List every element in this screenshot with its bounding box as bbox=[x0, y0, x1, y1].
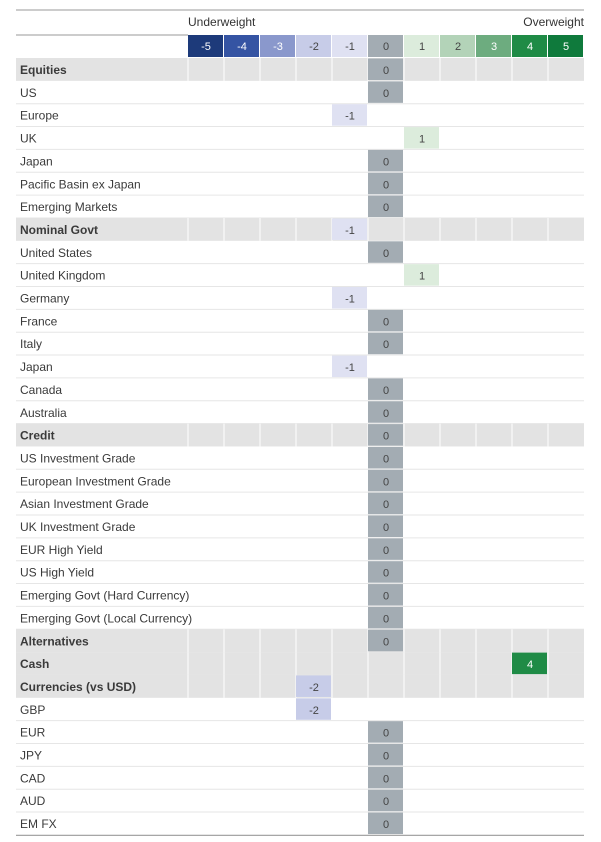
value-label: 0 bbox=[382, 384, 390, 397]
row-label: United States bbox=[20, 245, 93, 260]
row-label: Pacific Basin ex Japan bbox=[20, 177, 141, 192]
value-label: 0 bbox=[382, 179, 390, 192]
table-row bbox=[16, 516, 584, 538]
value-label: 0 bbox=[382, 453, 390, 466]
row-label: UK bbox=[20, 131, 37, 146]
value-label: 0 bbox=[382, 499, 390, 512]
table-row bbox=[16, 584, 584, 606]
scale-label--3: -3 bbox=[273, 41, 283, 53]
row-label: JPY bbox=[20, 748, 43, 763]
row-label: Europe bbox=[20, 108, 59, 123]
value-label: 1 bbox=[418, 270, 426, 283]
value-label: -1 bbox=[345, 110, 355, 123]
row-label: Japan bbox=[20, 360, 53, 375]
row-label: Emerging Markets bbox=[20, 200, 118, 215]
row-label: Alternatives bbox=[20, 634, 89, 649]
value-label: 0 bbox=[382, 247, 390, 260]
row-label: US High Yield bbox=[20, 565, 95, 580]
table-row bbox=[16, 493, 584, 515]
scale-label--2: -2 bbox=[309, 41, 319, 53]
table-row bbox=[16, 310, 584, 332]
value-label: 1 bbox=[418, 133, 426, 146]
row-label: EUR High Yield bbox=[20, 542, 103, 557]
value-label: 0 bbox=[382, 567, 390, 580]
table-row bbox=[16, 378, 584, 400]
table-row bbox=[16, 81, 584, 103]
value-label: 0 bbox=[382, 613, 390, 626]
section-row bbox=[16, 652, 584, 675]
row-label: United Kingdom bbox=[20, 268, 106, 283]
value-label: 0 bbox=[382, 590, 390, 603]
value-label: -1 bbox=[345, 224, 355, 237]
value-label: 0 bbox=[382, 819, 390, 832]
row-label: France bbox=[20, 314, 58, 329]
row-label: Nominal Govt bbox=[20, 222, 99, 237]
value-label: 0 bbox=[382, 773, 390, 786]
overweight-header: Overweight bbox=[523, 15, 584, 29]
table-row bbox=[16, 241, 584, 263]
table-row bbox=[16, 173, 584, 195]
row-label: US bbox=[20, 85, 37, 100]
row-label: Germany bbox=[20, 291, 70, 306]
value-label: -2 bbox=[309, 704, 319, 717]
row-label: Asian Investment Grade bbox=[20, 497, 149, 512]
table-row bbox=[16, 150, 584, 172]
section-row bbox=[16, 629, 584, 652]
row-label: Equities bbox=[20, 63, 67, 77]
value-label: -1 bbox=[345, 293, 355, 306]
table-row bbox=[16, 104, 584, 126]
value-label: 0 bbox=[382, 87, 390, 100]
value-label: -2 bbox=[309, 681, 319, 694]
scale-label--5: -5 bbox=[201, 41, 211, 53]
table-row bbox=[16, 127, 584, 149]
table-row bbox=[16, 264, 584, 286]
row-label: UK Investment Grade bbox=[20, 520, 136, 534]
row-label: CAD bbox=[20, 771, 46, 786]
table-row bbox=[16, 698, 584, 720]
section-row bbox=[16, 424, 584, 447]
section-bg bbox=[16, 424, 584, 447]
scale-label-1: 1 bbox=[418, 41, 426, 53]
row-label: US Investment Grade bbox=[20, 451, 136, 466]
allocation-rows bbox=[16, 58, 584, 835]
section-row bbox=[16, 58, 584, 81]
table-row bbox=[16, 813, 584, 835]
scale-label-4: 4 bbox=[526, 41, 534, 53]
value-label: 0 bbox=[382, 476, 390, 489]
row-label: Italy bbox=[20, 337, 43, 352]
table-row bbox=[16, 607, 584, 629]
value-label: 0 bbox=[382, 339, 390, 352]
row-label: Japan bbox=[20, 154, 53, 169]
scale-label-2: 2 bbox=[454, 41, 462, 53]
scale-label--4: -4 bbox=[237, 41, 247, 53]
section-bg bbox=[16, 652, 584, 675]
value-label: 0 bbox=[382, 544, 390, 557]
scale-label-0: 0 bbox=[382, 41, 390, 53]
row-label: GBP bbox=[20, 702, 46, 717]
value-label: 4 bbox=[526, 659, 534, 672]
value-label: 0 bbox=[382, 636, 390, 649]
section-row bbox=[16, 675, 584, 698]
table-row bbox=[16, 196, 584, 218]
table-row bbox=[16, 767, 584, 789]
row-label: Cash bbox=[20, 657, 50, 672]
value-label: 0 bbox=[382, 407, 390, 420]
table-row bbox=[16, 721, 584, 743]
table-row bbox=[16, 538, 584, 560]
table-row bbox=[16, 790, 584, 812]
section-bg bbox=[16, 218, 584, 241]
row-label: Credit bbox=[20, 428, 55, 443]
table-row bbox=[16, 561, 584, 583]
section-row bbox=[16, 218, 584, 241]
table-row bbox=[16, 470, 584, 492]
scale-label-5: 5 bbox=[562, 41, 570, 53]
table-row bbox=[16, 744, 584, 766]
row-label: EM FX bbox=[20, 817, 57, 832]
row-label: Emerging Govt (Local Currency) bbox=[20, 611, 193, 626]
value-label: 0 bbox=[382, 156, 390, 169]
value-label: 0 bbox=[382, 202, 390, 215]
value-label: 0 bbox=[382, 430, 390, 443]
section-bg bbox=[16, 629, 584, 652]
value-label: 0 bbox=[382, 796, 390, 809]
value-label: 0 bbox=[382, 522, 390, 534]
row-label: AUD bbox=[20, 794, 46, 809]
row-label: European Investment Grade bbox=[20, 474, 171, 489]
row-label: Emerging Govt (Hard Currency) bbox=[20, 588, 190, 603]
row-label: EUR bbox=[20, 725, 46, 740]
value-label: 0 bbox=[382, 750, 390, 763]
table-row bbox=[16, 287, 584, 309]
underweight-header: Underweight bbox=[188, 15, 256, 29]
table-row bbox=[16, 356, 584, 378]
table-row bbox=[16, 401, 584, 423]
scale-label-3: 3 bbox=[490, 41, 498, 53]
value-label: 0 bbox=[382, 727, 390, 740]
value-label: -1 bbox=[345, 362, 355, 375]
row-label: Currencies (vs USD) bbox=[20, 679, 137, 694]
table-row bbox=[16, 447, 584, 469]
scale-label--1: -1 bbox=[345, 41, 355, 53]
scale-header-row bbox=[16, 35, 583, 57]
value-label: 0 bbox=[382, 65, 390, 77]
table-row bbox=[16, 333, 584, 355]
value-label: 0 bbox=[382, 316, 390, 329]
row-label: Canada bbox=[20, 382, 63, 397]
row-label: Australia bbox=[20, 405, 67, 420]
section-bg bbox=[16, 58, 584, 81]
